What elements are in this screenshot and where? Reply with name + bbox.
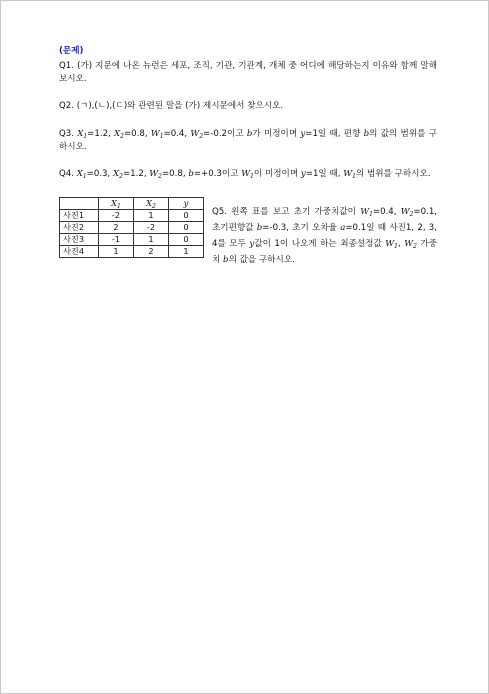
table-row [60,233,204,245]
cell-y: 1 [169,245,204,257]
question-4: Q4. $X_1=0.3$, $X_2=1.2$, $W_2=0.8$, b=+0.3이고 $W_1$이 미정이며 y=1일 때, $W_1$의 범위를 구하시오. [59,169,431,181]
cell-x2: -2 [134,221,169,233]
table-header-row [60,197,204,209]
table-row [60,245,204,257]
var-w2: $W_2$ [404,238,417,250]
data-table [59,197,204,258]
cell-y: 0 [169,221,204,233]
var-w1: $W_1$ [385,238,398,250]
problem-section [59,45,437,276]
cell-x2: 1 [134,209,169,221]
question-5: Q5. 왼쪽 표를 보고 초기 가중치값이 $W_1=0.4$, $W_2=0.1$, 초기편향값 b=-0.3, 초기 오차율 a=0.1일 때 사진1, 2, 3, 4를 모두 y값이 1이 나오게 하는 최종설정값 $W_1$, $W_2$ 가중치 b의 값을 구하시오. [212,206,438,265]
var-b: b [363,128,370,139]
cell-x1: -2 [99,209,134,221]
cell-y: 0 [169,233,204,245]
var-alpha: a [340,222,346,233]
var-w2: $W_2$ [190,128,204,140]
table-row [60,221,204,233]
row-label: 사진2 [60,221,99,233]
var-b: b [223,254,229,265]
section-heading: (문제) [59,46,84,56]
row-label: 사진1 [60,209,99,221]
var-b: b [256,222,263,233]
var-x1: $X_1$ [76,169,87,181]
var-w1: $W_1$ [360,206,373,218]
var-y: y [300,169,306,180]
var-y: y [300,128,306,139]
var-x2: $X_2$ [113,169,123,181]
cell-x2: 1 [134,233,169,245]
var-w2: $W_2$ [149,169,162,181]
table-corner-cell [60,197,99,209]
var-y: y [249,238,255,249]
question-1: Q1. (가) 지문에 나온 뉴런은 세포, 조직, 기관, 기관계, 개체 중 어디에 해당하는지 이유와 함께 말해보시오. [59,60,437,85]
column-header-y: y [169,197,204,209]
cell-x2: 2 [134,245,169,257]
var-b: b [246,128,253,139]
var-b: b [188,169,194,180]
row-label: 사진4 [60,245,99,257]
var-w2: $W_2$ [400,206,414,218]
question-5-block [59,195,437,276]
question-3: Q3. $X_1=1.2$, $X_2=0.8$, $W_1=0.4$, $W_2=-0.2$이고 b가 미정이며 y=1일 때, 편향 b의 값의 범위를 구하시오. [59,128,437,153]
cell-y: 0 [169,209,204,221]
cell-x1: 2 [99,221,134,233]
var-w1: $W_1$ [343,169,356,181]
var-x2: $X_2$ [114,128,124,140]
table-row [60,209,204,221]
question-2: Q2. (ㄱ),(ㄴ),(ㄷ)와 관련된 말을 (가) 제시문에서 찾으시오. [59,101,284,112]
var-x1: $X_1$ [77,128,88,140]
cell-x1: -1 [99,233,134,245]
cell-x1: 1 [99,245,134,257]
var-w1: $W_1$ [150,128,164,140]
column-header-x1: $X_1$ [99,197,134,209]
var-w1: $W_1$ [241,169,254,181]
row-label: 사진3 [60,233,99,245]
column-header-x2: $X_2$ [134,197,169,209]
